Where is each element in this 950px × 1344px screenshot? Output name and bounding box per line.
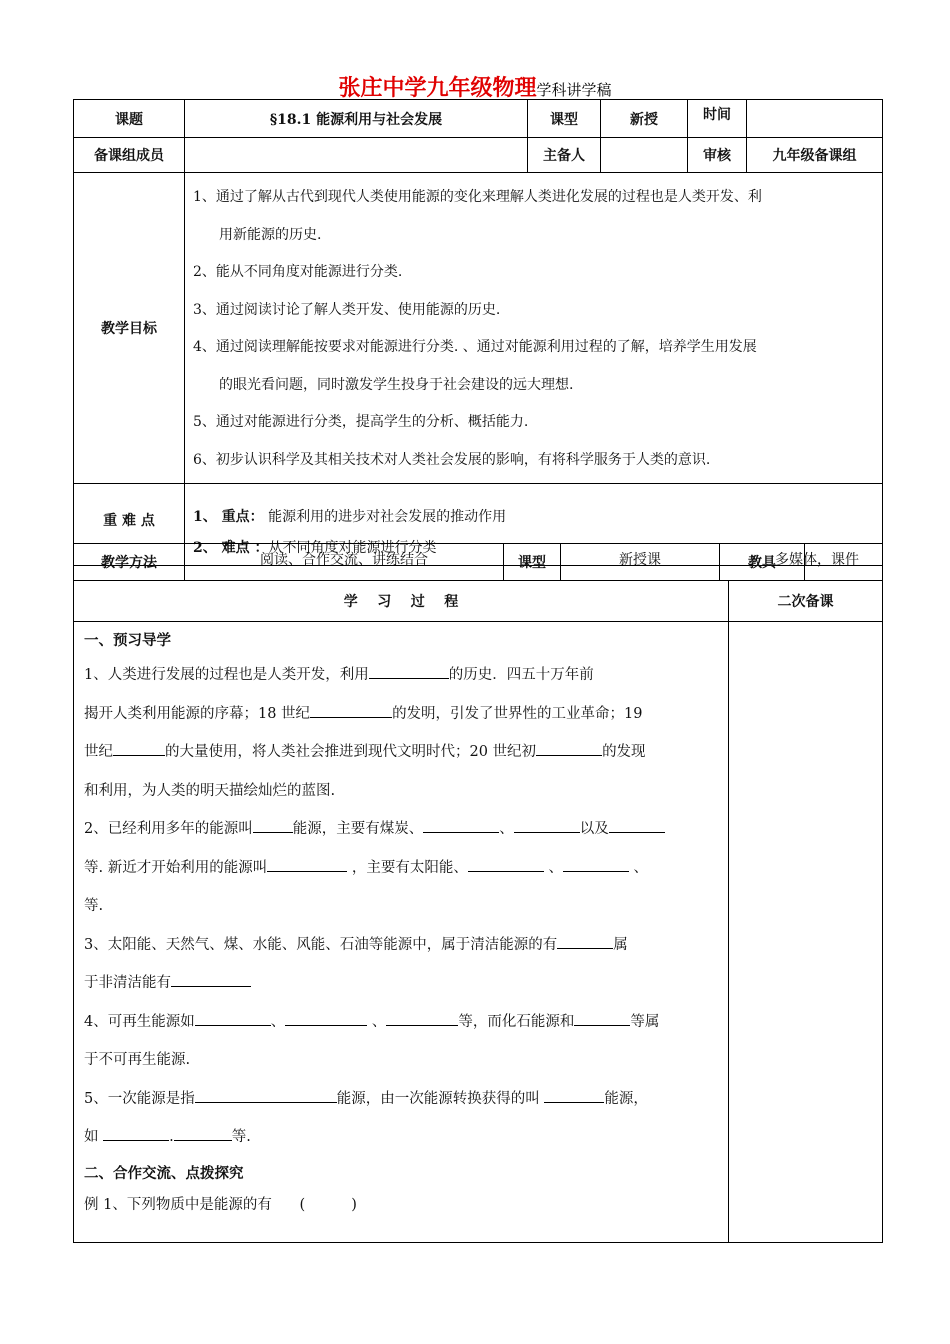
tools-value-text: 多媒体，课件 xyxy=(775,552,859,568)
goal-line: 6、初步认识科学及其相关技术对人类社会发展的影响，有将科学服务于人类的意识. xyxy=(193,451,711,468)
goal-line: 5、通过对能源进行分类，提高学生的分析、概括能力. xyxy=(193,414,529,430)
tools-value xyxy=(775,544,883,581)
goals-label: 教学目标 xyxy=(74,173,185,484)
goal-line: 的眼光看问题，同时激发学生投身于社会建设的远大理想. xyxy=(219,376,574,393)
members-label: 备课组成员 xyxy=(74,138,185,173)
question-2: 2、已经利用多年的能源叫 能源，主要有煤炭、 、 以及 xyxy=(84,810,718,849)
method-label: 教学方法 xyxy=(74,544,185,581)
tools-label: 教具 xyxy=(720,544,805,581)
process-title: 学 习 过 程 xyxy=(74,581,729,622)
question-1-cont: 世纪 的大量使用，将人类社会推进到现代文明时代；20 世纪初 的发现 xyxy=(84,733,718,772)
info-table xyxy=(73,99,883,173)
question-5-cont: 如 . 等. xyxy=(84,1118,718,1157)
question-4-cont: 于不可再生能源. xyxy=(84,1052,191,1068)
time-label: 时间 xyxy=(688,100,747,138)
question-5: 5、一次能源是指 能源，由一次能源转换获得的叫 能源， xyxy=(84,1080,718,1119)
school-title: 张庄中学九年级物理 xyxy=(338,75,537,101)
second-prep-area xyxy=(729,622,883,1243)
method-value: 阅读、合作交流、讲练结合 xyxy=(185,544,504,581)
review-value: 九年级备课组 xyxy=(747,138,883,173)
goal-line: 1、通过了解从古代到现代人类使用能源的变化来理解人类进化发展的过程也是人类开发、利 xyxy=(193,189,762,205)
members-value xyxy=(185,138,528,173)
question-3: 3、太阳能、天然气、煤、水能、风能、石油等能源中，属于清洁能源的有 属 xyxy=(84,926,718,965)
review-label: 审核 xyxy=(688,138,747,173)
question-2-cont: 等. 新近才开始利用的能源叫 ，主要有太阳能、 、 、 xyxy=(84,849,718,888)
method-type-label: 课型 xyxy=(504,544,561,581)
method-type-value: 新授课 xyxy=(561,544,720,581)
question-2-cont: 等. xyxy=(84,898,104,914)
second-prep-label: 二次备课 xyxy=(729,581,883,622)
preparer-value xyxy=(601,138,688,173)
question-4: 4、可再生能源如 、 、 等，而化石能源和 等属 xyxy=(84,1003,718,1042)
method-table xyxy=(73,543,883,581)
question-1-cont: 和利用，为人类的明天描绘灿烂的蓝图. xyxy=(84,782,336,799)
lesson-type-value: 新授 xyxy=(601,100,688,138)
difficult-point-text: 从不同角度对能源进行分类 xyxy=(268,539,437,556)
topic-value: §18.1 能源利用与社会发展 xyxy=(185,100,528,138)
goal-line: 2、能从不同角度对能源进行分类. xyxy=(193,264,403,280)
difficult-point-prefix: 2、 难点 ： xyxy=(193,539,269,556)
section-preview-title: 一、预习导学 xyxy=(84,632,171,649)
key-point-text: 能源利用的进步对社会发展的推动作用 xyxy=(263,508,507,525)
lesson-type-label: 课型 xyxy=(528,100,601,138)
goals-table xyxy=(73,172,883,566)
process-content xyxy=(74,622,729,1243)
goals-content xyxy=(185,173,883,484)
preparer-label: 主备人 xyxy=(528,138,601,173)
topic-label: 课题 xyxy=(74,100,185,138)
example-1: 例 1、下列物质中是能源的有 ( ) xyxy=(84,1196,357,1213)
time-value xyxy=(747,100,883,138)
goal-line: 用新能源的历史. xyxy=(219,226,322,243)
doc-type-title: 学科讲学稿 xyxy=(536,81,612,99)
process-table xyxy=(73,580,883,1243)
goal-line: 3、通过阅读讨论了解人类开发、使用能源的历史. xyxy=(193,301,501,318)
section-cooperation-title: 二、合作交流、点拨探究 xyxy=(84,1164,244,1182)
key-point-prefix: 1、 重点： xyxy=(193,508,264,525)
key-point-line xyxy=(193,502,874,533)
question-3-cont: 于非清洁能有 xyxy=(84,964,718,1003)
keypoints-label: 重 难 点 xyxy=(74,484,185,566)
goal-line: 4、通过阅读理解能按要求对能源进行分类. 、通过对能源利用过程的了解，培养学生用发展 xyxy=(193,339,757,355)
question-1: 1、人类进行发展的过程也是人类开发，利用 的历史．四五十万年前 xyxy=(84,656,718,695)
question-1-cont: 揭开人类利用能源的序幕；18 世纪 的发明，引发了世界性的工业革命；19 xyxy=(84,695,718,734)
